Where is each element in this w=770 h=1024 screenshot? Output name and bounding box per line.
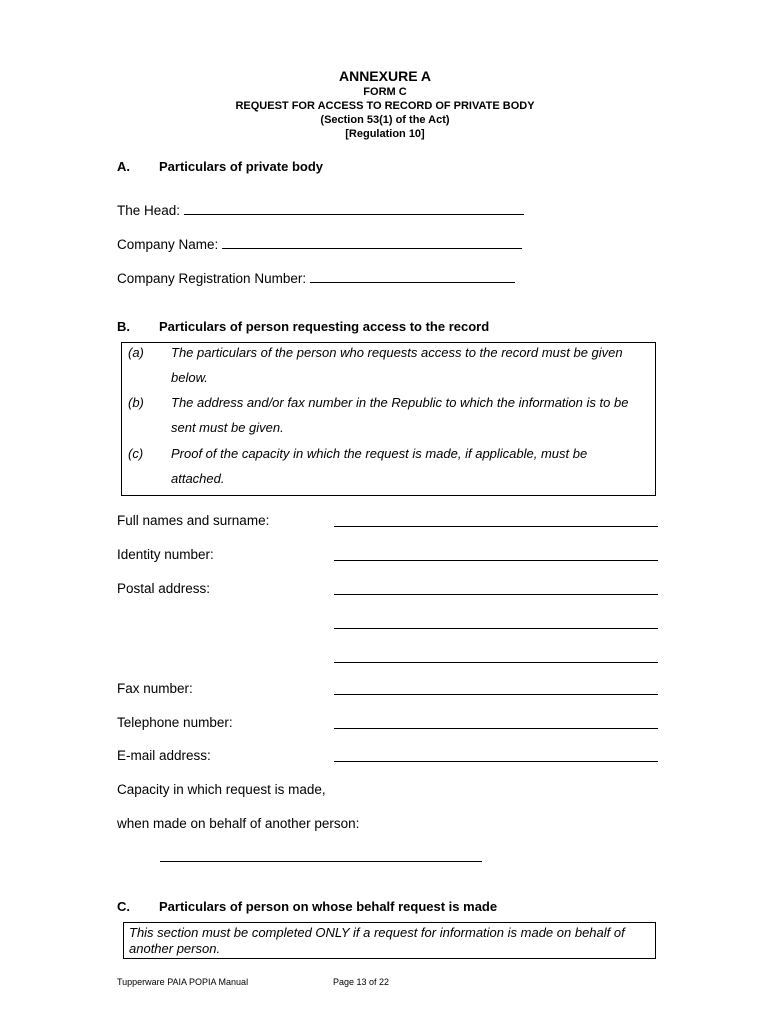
postal-address-input-line[interactable] (334, 628, 658, 629)
section-b-title: Particulars of person requesting access to the record (159, 319, 490, 334)
fax-number-input-line[interactable] (334, 694, 658, 695)
form-label: FORM C (363, 86, 407, 98)
full-names-label: Full names and surname: (117, 513, 270, 528)
postal-address-input-line[interactable] (334, 594, 658, 595)
registration-number-field (117, 268, 515, 286)
postal-address-input-line[interactable] (334, 662, 658, 663)
capacity-input-line[interactable] (160, 861, 482, 862)
full-names-input-line[interactable] (334, 526, 658, 527)
head-input-line[interactable] (184, 200, 524, 215)
instructions-box (121, 342, 656, 496)
section-reference: (Section 53(1) of the Act) (320, 114, 450, 126)
telephone-number-input-line[interactable] (334, 728, 658, 729)
registration-number-label: Company Registration Number: (117, 271, 310, 286)
identity-number-label: Identity number: (117, 547, 214, 562)
instruction-marker: (b) (128, 395, 144, 410)
fax-number-label: Fax number: (117, 681, 193, 696)
head-label: The Head: (117, 203, 184, 218)
head-field (117, 200, 524, 218)
postal-address-label: Postal address: (117, 581, 211, 596)
instruction-marker: (a) (128, 345, 144, 360)
section-c-note-box (123, 922, 656, 959)
company-name-field (117, 234, 522, 252)
section-c-note: This section must be completed ONLY if a request for information is made on behalf of another person. (129, 925, 625, 956)
instruction-text: The address and/or fax number in the Republic to which the information is to be sent must be given. (171, 395, 629, 435)
request-title: REQUEST FOR ACCESS TO RECORD OF PRIVATE BODY (235, 100, 535, 112)
company-name-label: Company Name: (117, 237, 223, 252)
footer-page-number: Page 13 of 22 (333, 977, 390, 987)
telephone-number-label: Telephone number: (117, 715, 233, 730)
instruction-text: Proof of the capacity in which the request is made, if applicable, must be attached. (171, 446, 588, 486)
instruction-marker: (c) (128, 446, 144, 461)
annexure-title: ANNEXURE A (338, 68, 432, 84)
instruction-text: The particulars of the person who requests access to the record must be given below. (171, 345, 623, 385)
footer-document-name: Tupperware PAIA POPIA Manual (117, 977, 249, 987)
section-b-letter: B. (117, 319, 130, 334)
email-address-label: E-mail address: (117, 748, 211, 763)
capacity-label-continued: when made on behalf of another person: (117, 816, 360, 831)
section-a-title: Particulars of private body (159, 159, 323, 174)
regulation-reference: [Regulation 10] (345, 128, 425, 140)
company-name-input-line[interactable] (222, 234, 522, 249)
section-a-letter: A. (117, 159, 130, 174)
identity-number-input-line[interactable] (334, 560, 658, 561)
section-c-letter: C. (117, 899, 130, 914)
registration-number-input-line[interactable] (310, 268, 515, 283)
section-c-title: Particulars of person on whose behalf request is made (159, 899, 498, 914)
email-address-input-line[interactable] (334, 761, 658, 762)
capacity-label: Capacity in which request is made, (117, 782, 326, 797)
